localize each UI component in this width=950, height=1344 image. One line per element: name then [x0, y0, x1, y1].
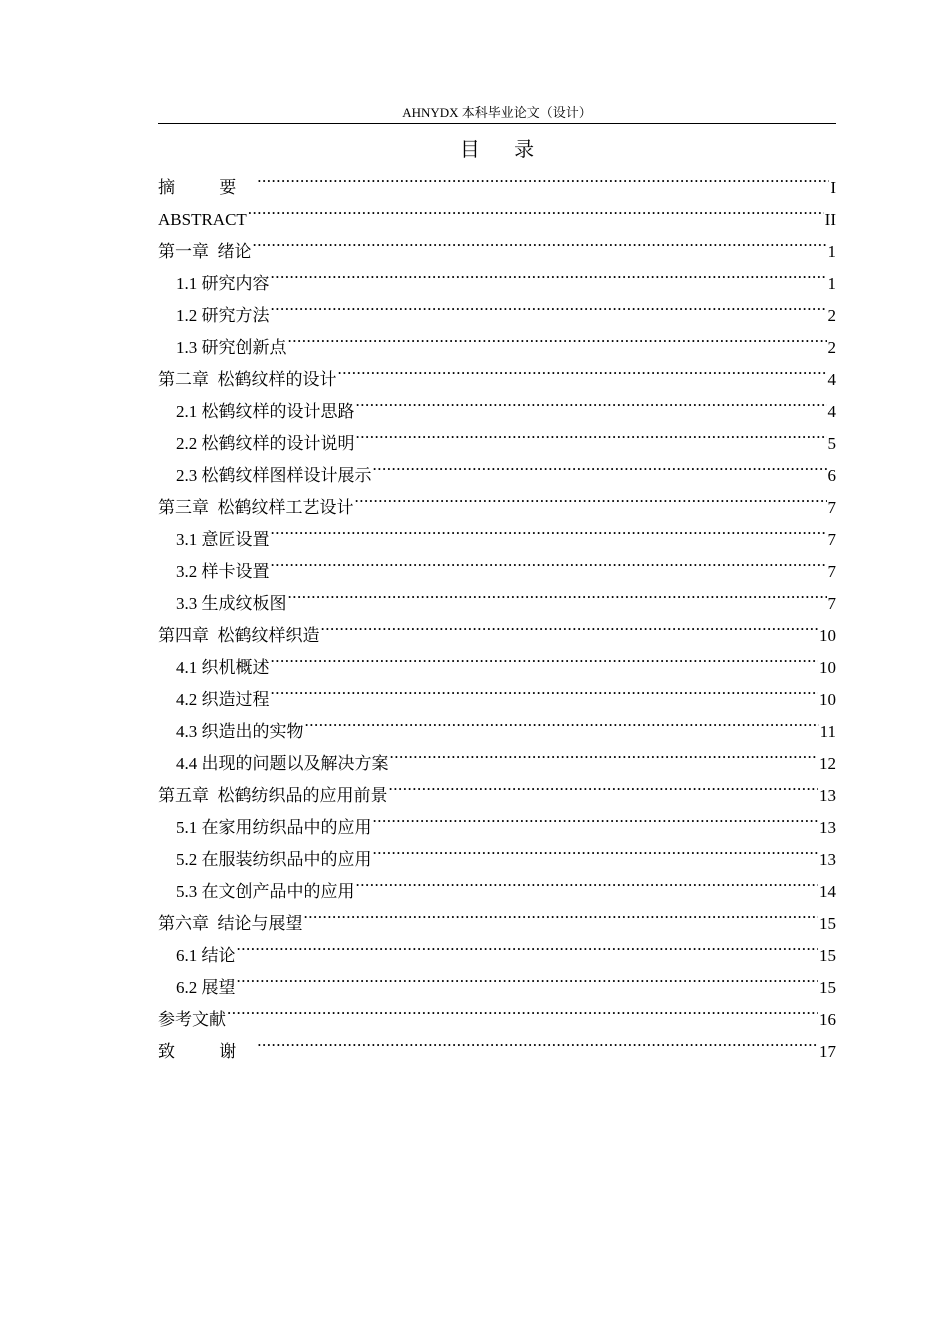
toc-entry-label: 3.1 意匠设置 [176, 530, 270, 549]
toc-dot-leader [373, 833, 819, 865]
toc-page-number: 7 [827, 562, 836, 581]
toc-page-number: 1 [827, 242, 836, 261]
toc-entry-label: 1.1 研究内容 [176, 274, 270, 293]
toc-entry-label: 致 谢 [158, 1042, 257, 1061]
toc-dot-leader [271, 641, 819, 673]
toc-dot-leader [321, 609, 819, 641]
toc-entry-label: 2.3 松鹤纹样图样设计展示 [176, 466, 372, 485]
toc-entry-label: 摘 要 [158, 178, 257, 197]
toc-page-number: 15 [819, 914, 836, 933]
toc-dot-leader [248, 193, 824, 225]
toc-entry-label: 1.3 研究创新点 [176, 338, 287, 357]
toc-entry-label: 6.2 展望 [176, 978, 236, 997]
toc-page-number: 1 [827, 274, 836, 293]
toc-page-number: 15 [819, 946, 836, 965]
toc-page-number: 4 [827, 402, 836, 421]
running-header: AHNYDX 本科毕业论文（设计） [402, 105, 592, 120]
toc-page-number: 16 [819, 1010, 836, 1029]
toc-entry-label: 4.1 织机概述 [176, 658, 270, 677]
toc-chapter-entry[interactable] [158, 161, 836, 197]
toc-dot-leader [288, 321, 827, 353]
toc-dot-leader [237, 961, 819, 993]
toc-entry-label: 3.2 样卡设置 [176, 562, 270, 581]
toc-entry-label: 第二章 松鹤纹样的设计 [158, 370, 337, 389]
toc-entry-label: 5.3 在文创产品中的应用 [176, 882, 355, 901]
toc-dot-leader [271, 545, 827, 577]
toc-section-entry[interactable] [158, 961, 836, 997]
toc-page-number: 10 [819, 690, 836, 709]
toc-page-number: II [824, 210, 836, 229]
toc-entry-label: 第三章 松鹤纹样工艺设计 [158, 498, 354, 517]
toc-entry-label: 4.4 出现的问题以及解决方案 [176, 754, 389, 773]
toc-entry-label: 2.2 松鹤纹样的设计说明 [176, 434, 355, 453]
toc-chapter-entry[interactable] [158, 225, 836, 261]
toc-section-entry[interactable] [158, 257, 836, 293]
toc-dot-leader [271, 289, 827, 321]
toc-page-number: 12 [819, 754, 836, 773]
toc-entry-label: 第一章 绪论 [158, 242, 252, 261]
toc-entry-label: 第六章 结论与展望 [158, 914, 303, 933]
toc-dot-leader [373, 801, 819, 833]
toc-dot-leader [390, 737, 819, 769]
toc-page-number: 4 [827, 370, 836, 389]
toc-entry-label: 3.3 生成纹板图 [176, 594, 287, 613]
toc-dot-leader [257, 1025, 818, 1057]
toc-dot-leader [356, 385, 827, 417]
toc-page-number: 17 [819, 1042, 836, 1061]
toc-section-entry[interactable] [158, 929, 836, 965]
toc-dot-leader [237, 929, 819, 961]
toc-dot-leader [227, 993, 818, 1025]
toc-chapter-entry[interactable] [158, 193, 836, 229]
toc-entry-label: 4.2 织造过程 [176, 690, 270, 709]
toc-entry-label: 5.1 在家用纺织品中的应用 [176, 818, 372, 837]
toc-page-number: 13 [819, 786, 836, 805]
toc-entry-label: 5.2 在服装纺织品中的应用 [176, 850, 372, 869]
toc-page-number: 13 [819, 850, 836, 869]
toc-page-number: 2 [827, 306, 836, 325]
toc-chapter-entry[interactable] [158, 1025, 836, 1061]
toc-entry-label: 4.3 织造出的实物 [176, 722, 304, 741]
toc-entry-label: 2.1 松鹤纹样的设计思路 [176, 402, 355, 421]
toc-dot-leader [389, 769, 819, 801]
toc-dot-leader [356, 417, 827, 449]
toc-page-number: 7 [827, 498, 836, 517]
toc-page-number: 7 [827, 594, 836, 613]
toc-page-number: 10 [819, 626, 836, 645]
toc-page-number: 6 [827, 466, 836, 485]
toc-dot-leader [373, 449, 827, 481]
toc-dot-leader [257, 161, 829, 193]
toc-page-number: 10 [819, 658, 836, 677]
toc-page-number: 15 [819, 978, 836, 997]
toc-title: 目 录 [459, 137, 549, 161]
toc-dot-leader [253, 225, 827, 257]
toc-page-number: I [830, 178, 836, 197]
toc-entry-label: 第五章 松鹤纺织品的应用前景 [158, 786, 388, 805]
toc-page-number: 2 [827, 338, 836, 357]
toc-dot-leader [304, 897, 819, 929]
toc-page-number: 7 [827, 530, 836, 549]
toc-dot-leader [355, 481, 827, 513]
toc-dot-leader [271, 673, 819, 705]
toc-dot-leader [271, 513, 827, 545]
toc-chapter-entry[interactable] [158, 993, 836, 1029]
toc-page-number: 11 [819, 722, 836, 741]
table-of-contents [158, 161, 836, 1061]
toc-page-number: 14 [819, 882, 836, 901]
toc-dot-leader [288, 577, 827, 609]
toc-dot-leader [338, 353, 827, 385]
toc-entry-label: 第四章 松鹤纹样织造 [158, 626, 320, 645]
toc-page-number: 5 [827, 434, 836, 453]
toc-entry-label: 1.2 研究方法 [176, 306, 270, 325]
header-divider [158, 123, 836, 124]
toc-dot-leader [305, 705, 819, 737]
toc-dot-leader [271, 257, 827, 289]
toc-entry-label: 参考文献 [158, 1010, 226, 1029]
toc-entry-label: ABSTRACT [158, 210, 247, 229]
toc-entry-label: 6.1 结论 [176, 946, 236, 965]
toc-page-number: 13 [819, 818, 836, 837]
toc-dot-leader [356, 865, 819, 897]
